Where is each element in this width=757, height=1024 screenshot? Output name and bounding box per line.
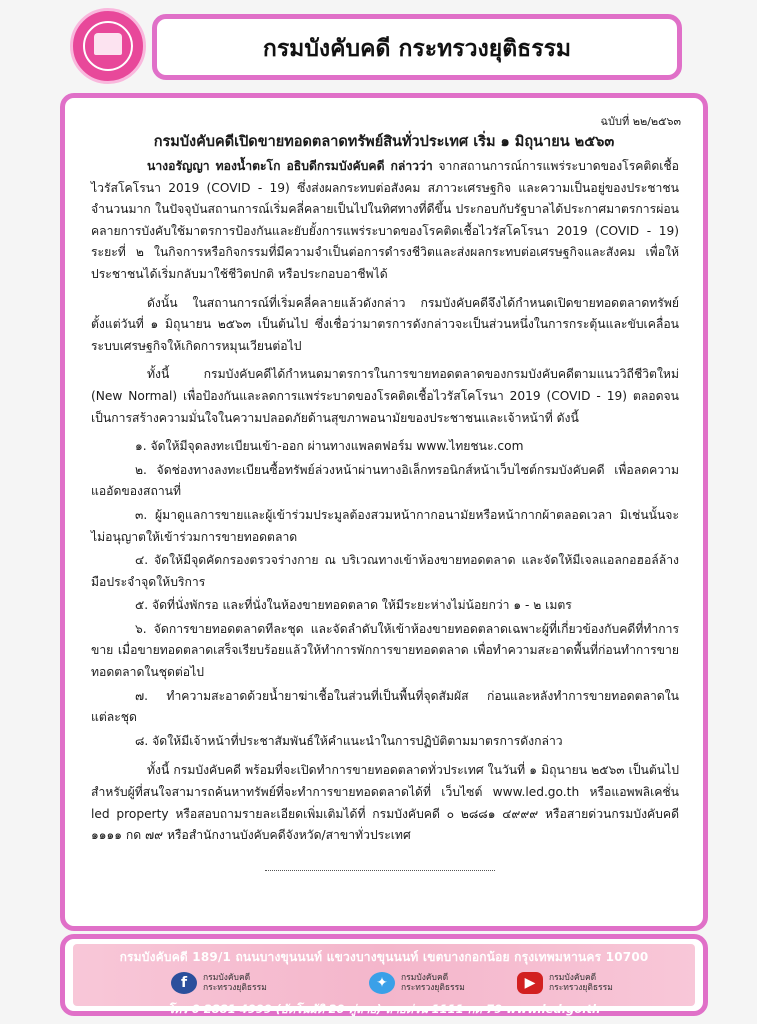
paragraph-2: ดังนั้น ในสถานการณ์ที่เริ่มคลี่คลายแล้วดังกล่าว กรมบังคับคดีจึงได้กำหนดเปิดขายทอดตลาดทรัพย์ตั้งแต่วันที่ ๑ มิถุนายน ๒๕๖๓ เป็นต้นไป ซึ่งเชื่อว่ามาตรการดังกล่าวจะเป็นส่วนหนึ่งในการกระตุ้นและขับเคลื่อนระบบเศรษฐกิจให้เกิดการหมุนเวียนต่อไป (91, 295, 679, 353)
speaker-intro: นางอรัญญา ทองน้ำตะโก อธิบดีกรมบังคับคดี กล่าวว่า (147, 159, 433, 173)
footer-banner (60, 934, 708, 1016)
paragraph-1 (91, 156, 679, 286)
facebook-label: กรมบังคับคดี (203, 973, 251, 983)
measure-item-7: ๗. ทำความสะอาดด้วยน้ำยาฆ่าเชื้อในส่วนที่เป็นพื้นที่จุดสัมผัส ก่อนและหลังทำการขายทอดตลาดในแต่ละชุด (91, 688, 679, 725)
facebook-sub: กระทรวงยุติธรรม (203, 983, 267, 993)
header-banner (152, 14, 682, 80)
measure-item-2: ๒. จัดช่องทางลงทะเบียนซื้อทรัพย์ล่วงหน้าผ่านทางอิเล็กทรอนิกส์หน้าเว็บไซต์กรมบังคับคดี เพื่อลดความแออัดของสถานที่ (91, 462, 679, 499)
twitter-link[interactable] (369, 970, 465, 996)
measure-item-6: ๖. จัดการขายทอดตลาดทีละชุด และจัดลำดับให้เข้าห้องขายทอดตลาดเฉพาะผู้ที่เกี่ยวข้องกับคดีที่ทำการขาย เมื่อขายทอดตลาดเสร็จเรียบร้อยแล้วให้ทำการพักการขายทอดตลาด เพื่อทำความสะอาดพื้นที่ก่อนทำการขายทอดตลาดในชุดต่อไป (91, 621, 679, 680)
department-seal-logo (70, 8, 146, 84)
seal-emblem-icon (94, 33, 122, 55)
twitter-label: กรมบังคับคดี (401, 973, 449, 983)
twitter-icon: ✦ (369, 972, 395, 994)
dotted-end-line (265, 870, 495, 871)
twitter-sub: กระทรวงยุติธรรม (401, 983, 465, 993)
facebook-link[interactable] (171, 970, 267, 996)
measure-item-5: ๕. จัดที่นั่งพักรอ และที่นั่งในห้องขายทอดตลาด ให้มีระยะห่างไม่น้อยกว่า ๑ - ๒ เมตร (135, 598, 572, 613)
footer-address: กรมบังคับคดี 189/1 ถนนบางขุนนนท์ แขวงบางขุนนนท์ เขตบางกอกน้อย กรุงเทพมหานคร 10700 (119, 950, 649, 964)
youtube-sub: กระทรวงยุติธรรม (549, 983, 613, 993)
measure-item-4: ๔. จัดให้มีจุดคัดกรองตรวจร่างกาย ณ บริเวณทางเข้าห้องขายทอดตลาด และจัดให้มีเจลแอลกอฮอล์ล้างมือประจำจุดให้บริการ (91, 553, 679, 589)
document-body (91, 156, 679, 854)
press-release-document (60, 93, 708, 931)
youtube-label: กรมบังคับคดี (549, 973, 597, 983)
measure-item-1: ๑. จัดให้มีจุดลงทะเบียนเข้า-ออก ผ่านทางแพลตฟอร์ม www.ไทยชนะ.com (135, 439, 524, 454)
measure-item-3: ๓. ผู้มาดูแลการขายและผู้เข้าร่วมประมูลต้องสวมหน้ากากอนามัยหรือหน้ากากผ้าตลอดเวลา มิเช่นนั้นจะไม่อนุญาตให้เข้าร่วมการขายทอดตลาด (91, 507, 679, 544)
youtube-icon: ▶ (517, 972, 543, 994)
document-title: กรมบังคับคดีเปิดขายทอดตลาดทรัพย์สินทั่วประเทศ เริ่ม ๑ มิถุนายน ๒๕๖๓ (153, 134, 615, 150)
document-number: ฉบับที่ ๒๒/๒๕๖๓ (600, 115, 681, 128)
header-title: กรมบังคับคดี กระทรวงยุติธรรม (262, 35, 572, 62)
paragraph-1-text: จากสถานการณ์การแพร่ระบาดของโรคติดเชื้อไวรัสโคโรนา 2019 (COVID - 19) ซึ่งส่งผลกระทบต่อสังคม สภาวะเศรษฐกิจ และความเป็นอยู่ของประชาชนจำนวนมาก ในปัจจุบันสถานการณ์เริ่มคลี่คลายเป็นไปในทิศทางที่ดีขึ้น ประกอบกับรัฐบาลได้ประกาศมาตรการผ่อนคลายการบังคับใช้มาตรการป้องกันและยับยั้งการแพร่ระบาดของโรคติดเชื้อไวรัสโคโรนา 2019 (COVID - 19) ระยะที่ ๒ ในกิจการหรือกิจกรรมที่มีความจำเป็นต่อการดำรงชีวิตและส่งผลกระทบต่อเศรษฐกิจและสังคม เพื่อให้ประชาชนได้เริ่มกลับมาใช้ชีวิตปกติ หรือประกอบอาชีพได้ (91, 159, 680, 281)
measure-item-8: ๘. จัดให้มีเจ้าหน้าที่ประชาสัมพันธ์ให้คำแนะนำในการปฏิบัติตามมาตรการดังกล่าว (135, 733, 563, 748)
paragraph-4: ทั้งนี้ กรมบังคับคดี พร้อมที่จะเปิดทำการขายทอดตลาดทั่วประเทศ ในวันที่ ๑ มิถุนายน ๒๕๖๓ เป็นต้นไป สำหรับผู้ที่สนใจสามารถค้นหาทรัพย์ที่จะทำการขายทอดตลาดได้ที่ เว็บไซต์ www.led.go.th หรือแอพพลิเคชั่น led property หรือสอบถามรายละเอียดเพิ่มเติมได้ที่ กรมบังคับคดี ๐ ๒๘๘๑ ๔๙๙๙ หรือสายด่วนกรมบังคับคดี ๑๑๑๑ กด ๗๙ หรือสำนักงานบังคับคดีจังหวัด/สาขาทั่วประเทศ (91, 763, 679, 843)
paragraph-3: ทั้งนี้ กรมบังคับคดีได้กำหนดมาตรการในการขายทอดตลาดของกรมบังคับคดีตามแนววิถีชีวิตใหม่ (New Normal) เพื่อป้องกันและลดการแพร่ระบาดของโรคติดเชื้อไวรัสโคโรนา 2019 (COVID - 19) ตลอดจนเป็นการสร้างความมั่นใจในความปลอดภัยด้านสุขภาพอนามัยของประชาชนและเจ้าหน้าที่ ดังนี้ (91, 367, 679, 425)
footer-background (73, 944, 695, 1016)
facebook-icon: f (171, 972, 197, 994)
footer-contact: โทร 0 2881 4999 (อัตโนมัติ 20 คู่สาย) สายด่วน 1111 กด 79 www.led.go.th (167, 1002, 601, 1016)
youtube-link[interactable] (517, 970, 613, 996)
